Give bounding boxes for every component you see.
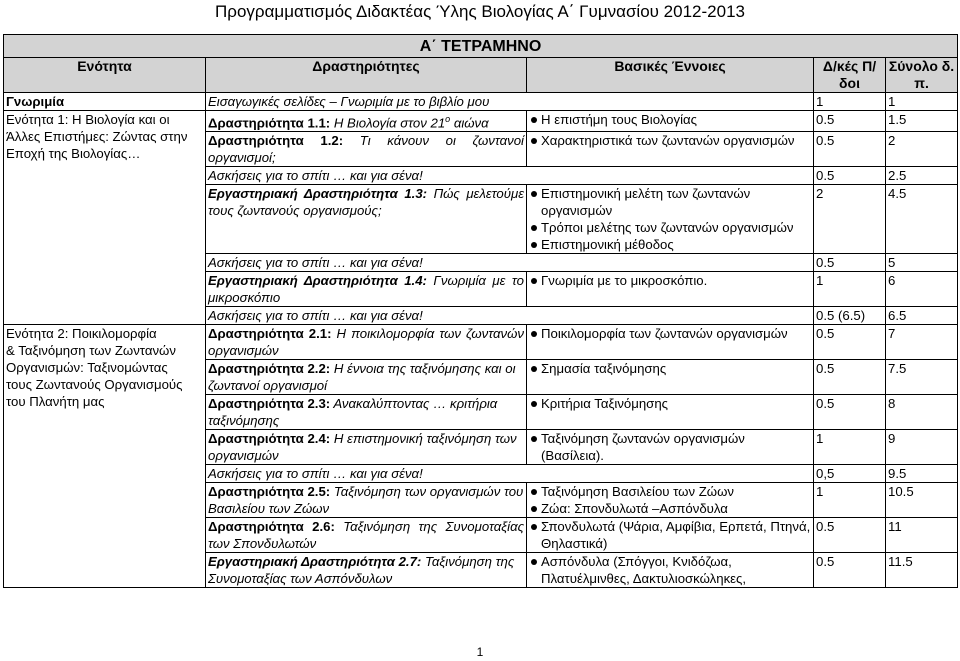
activity-label: Δραστηριότητα 2.6: xyxy=(208,519,335,535)
concepts-cell xyxy=(527,430,814,465)
concept-item: Κριτήρια Ταξινόμησης xyxy=(529,395,811,412)
total-cell: 5 xyxy=(886,254,958,272)
term-header: Α΄ ΤΕΤΡΑΜΗΝΟ xyxy=(4,35,958,58)
concepts-cell xyxy=(527,395,814,430)
unit2-line: Ενότητα 2: Ποικιλομορφία xyxy=(6,326,157,342)
periods-cell: 0.5 xyxy=(814,553,886,588)
activity-sup: ο xyxy=(445,114,451,124)
total-cell: 9.5 xyxy=(886,465,958,483)
intro-total: 1 xyxy=(886,93,958,111)
activity-text: Πώς μελετούμε τους ζωντανούς οργανισμούς; xyxy=(208,186,524,219)
activity-label: Δραστηριότητα 1.2: xyxy=(208,133,344,149)
unit2-line: του Πλανήτη μας xyxy=(6,394,105,410)
concept-item: Επιστημονική μέθοδος xyxy=(529,236,811,253)
total-cell: 2 xyxy=(886,132,958,167)
periods-cell: 0.5 (6.5) xyxy=(814,307,886,325)
header-total: Σύνολο δ. π. xyxy=(886,58,958,93)
concept-item: Η επιστήμη τους Βιολογίας xyxy=(529,111,811,128)
term-row xyxy=(4,35,958,58)
periods-cell: 0.5 xyxy=(814,325,886,360)
unit2-line: & Ταξινόμηση των Ζωντανών xyxy=(6,343,176,359)
concept-item: Επιστημονική μελέτη των ζωντανών οργανισμών xyxy=(529,185,811,219)
total-cell: 4.5 xyxy=(886,185,958,254)
document-title: Προγραμματισμός Διδακτέας Ύλης Βιολογίας Α΄ Γυμνασίου 2012-2013 xyxy=(215,2,745,21)
unit2-cell xyxy=(4,325,206,588)
activity-cell xyxy=(206,518,527,553)
total-cell: 7.5 xyxy=(886,360,958,395)
total-cell: 7 xyxy=(886,325,958,360)
curriculum-table xyxy=(3,34,958,588)
activity-label: Εργαστηριακή Δραστηριότητα 1.3: xyxy=(208,186,428,202)
table-row xyxy=(4,325,958,360)
activity-text: Η έννοια της ταξινόμησης και οι ζωντανοί οργανισμοί xyxy=(208,361,516,394)
intro-row xyxy=(4,93,958,111)
concepts-cell xyxy=(527,483,814,518)
concepts-cell xyxy=(527,325,814,360)
periods-cell: 1 xyxy=(814,483,886,518)
activity-label: Δραστηριότητα 2.3: xyxy=(208,396,331,412)
activity-text: αιώνα xyxy=(450,115,489,131)
activity-label: Δραστηριότητα 2.2: xyxy=(208,361,331,377)
total-cell: 6.5 xyxy=(886,307,958,325)
concept-item: Ασπόνδυλα (Σπόγγοι, Κνιδόζωα, Πλατυέλμινθες, Δακτυλιοσκώληκες, xyxy=(529,553,811,587)
total-cell: 11 xyxy=(886,518,958,553)
concept-item: Ταξινόμηση ζωντανών οργανισμών (Βασίλεια). xyxy=(529,430,811,464)
page-number: 1 xyxy=(476,645,484,659)
activity-cell xyxy=(206,483,527,518)
periods-cell: 2 xyxy=(814,185,886,254)
concepts-cell xyxy=(527,111,814,132)
periods-cell: 0,5 xyxy=(814,465,886,483)
table-row xyxy=(4,111,958,132)
unit1-cell xyxy=(4,111,206,325)
concepts-cell xyxy=(527,272,814,307)
concept-item: Σπονδυλωτά (Ψάρια, Αμφίβια, Ερπετά, Πτηνά, Θηλαστικά) xyxy=(529,518,811,552)
homework-cell: Ασκήσεις για το σπίτι … και για σένα! xyxy=(206,254,814,272)
activity-text: Η Βιολογία στον 21 xyxy=(330,115,446,131)
concept-item: Ταξινόμηση Βασιλείου των Ζώων xyxy=(529,483,811,500)
unit2-line: Οργανισμών: Ταξινομώντας xyxy=(6,360,168,376)
concept-item: Ζώα: Σπονδυλωτά –Ασπόνδυλα xyxy=(529,500,811,517)
periods-cell: 1 xyxy=(814,272,886,307)
periods-cell: 0.5 xyxy=(814,360,886,395)
total-cell: 2.5 xyxy=(886,167,958,185)
activity-label: Εργαστηριακή Δραστηριότητα 2.7: xyxy=(208,554,422,570)
activity-cell xyxy=(206,132,527,167)
unit1-line: Άλλες Επιστήμες: Ζώντας στην xyxy=(6,129,188,144)
concept-item: Χαρακτηριστικά των ζωντανών οργανισμών xyxy=(529,132,811,149)
homework-cell: Ασκήσεις για το σπίτι … και για σένα! xyxy=(206,167,814,185)
periods-cell: 0.5 xyxy=(814,111,886,132)
activity-label: Δραστηριότητα 1.1: xyxy=(208,115,331,131)
activity-text: Ταξινόμηση της Συνομοταξίας των Σπονδυλωτών xyxy=(208,519,524,552)
periods-cell: 0.5 xyxy=(814,518,886,553)
activity-label: Εργαστηριακή Δραστηριότητα 1.4: xyxy=(208,273,427,289)
unit2-line: τους Ζωντανούς Οργανισμούς xyxy=(6,377,183,393)
activity-label: Δραστηριότητα 2.1: xyxy=(208,326,332,342)
total-cell: 8 xyxy=(886,395,958,430)
activity-label: Δραστηριότητα 2.4: xyxy=(208,431,331,447)
activity-text: Η ποικιλομορφία των ζωντανών οργανισμών xyxy=(208,326,525,359)
periods-cell: 0.5 xyxy=(814,395,886,430)
header-concepts: Βασικές Έννοιες xyxy=(527,58,814,93)
concepts-cell xyxy=(527,185,814,254)
periods-cell: 0.5 xyxy=(814,132,886,167)
activity-label: Δραστηριότητα 2.5: xyxy=(208,484,331,500)
activity-text: Τι κάνουν οι ζωντανοί οργανισμοί; xyxy=(208,133,524,166)
activity-cell xyxy=(206,360,527,395)
total-cell: 11.5 xyxy=(886,553,958,588)
concepts-cell xyxy=(527,553,814,588)
homework-cell: Ασκήσεις για το σπίτι … και για σένα! xyxy=(206,465,814,483)
concepts-cell xyxy=(527,360,814,395)
concept-item: Τρόποι μελέτης των ζωντανών οργανισμών xyxy=(529,219,811,236)
concept-item: Σημασία ταξινόμησης xyxy=(529,360,811,377)
periods-cell: 0.5 xyxy=(814,167,886,185)
activity-cell xyxy=(206,325,527,360)
unit1-line: Εποχή της Βιολογίας… xyxy=(6,146,141,161)
activity-cell xyxy=(206,272,527,307)
header-activities: Δραστηριότητες xyxy=(206,58,527,93)
activity-cell xyxy=(206,430,527,465)
activity-text: Ταξινόμηση των οργανισμών του Βασιλείου των Ζώων xyxy=(208,484,524,517)
concepts-cell xyxy=(527,132,814,167)
periods-cell: 0.5 xyxy=(814,254,886,272)
header-periods: Δ/κές Π/δοι xyxy=(814,58,886,93)
unit1-line: Ενότητα 1: Η Βιολογία και οι xyxy=(6,112,170,127)
header-row xyxy=(4,58,958,93)
activity-text: Ανακαλύπτοντας … κριτήρια ταξινόμησης xyxy=(208,396,498,429)
activity-text: Ταξινόμηση της Συνομοταξίας των Ασπόνδυλων xyxy=(208,554,515,587)
activity-cell xyxy=(206,395,527,430)
concept-item: Ποικιλομορφία των ζωντανών οργανισμών xyxy=(529,325,811,342)
periods-cell: 1 xyxy=(814,430,886,465)
intro-unit: Γνωριμία xyxy=(4,93,206,111)
total-cell: 9 xyxy=(886,430,958,465)
intro-activity: Εισαγωγικές σελίδες – Γνωριμία με το βιβλίο μου xyxy=(206,93,814,111)
concepts-cell xyxy=(527,518,814,553)
homework-cell: Ασκήσεις για το σπίτι … και για σένα! xyxy=(206,307,814,325)
total-cell: 6 xyxy=(886,272,958,307)
intro-periods: 1 xyxy=(814,93,886,111)
concept-item: Γνωριμία με το μικροσκόπιο. xyxy=(529,272,811,289)
activity-cell xyxy=(206,185,527,254)
activity-cell xyxy=(206,553,527,588)
total-cell: 1.5 xyxy=(886,111,958,132)
activity-text: Γνωριμία με το μικροσκόπιο xyxy=(208,273,524,306)
activity-text: Η επιστημονική ταξινόμηση των οργανισμών xyxy=(208,431,517,464)
activity-cell xyxy=(206,111,527,132)
total-cell: 10.5 xyxy=(886,483,958,518)
header-unit: Ενότητα xyxy=(4,58,206,93)
